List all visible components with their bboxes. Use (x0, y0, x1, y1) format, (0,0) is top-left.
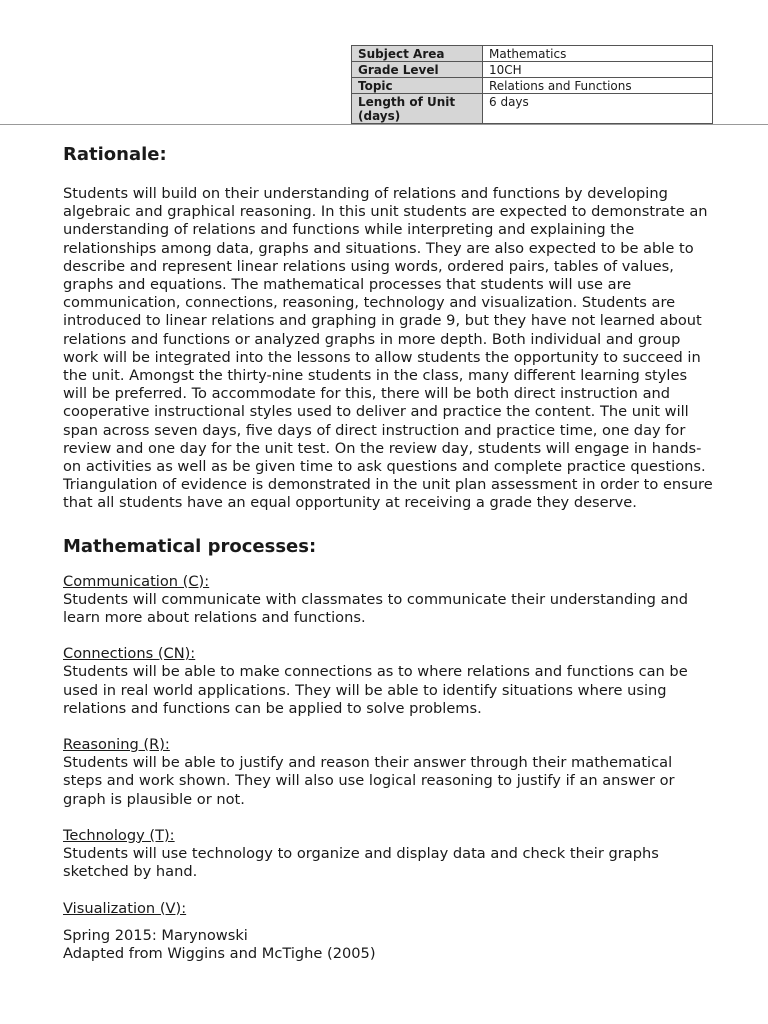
process-reasoning (63, 736, 713, 809)
process-technology (63, 827, 713, 882)
process-visualization (63, 900, 713, 918)
process-title: Reasoning (R): (63, 736, 170, 754)
footer-line-1: Spring 2015: Marynowski (63, 926, 248, 944)
table-row (352, 62, 713, 78)
document-body (63, 140, 713, 963)
footer-credits (63, 927, 713, 963)
unit-info-table (351, 45, 713, 124)
header-divider (0, 124, 768, 125)
subject-area-value: Mathematics (483, 46, 713, 62)
table-row (352, 78, 713, 94)
process-title: Connections (CN): (63, 645, 196, 663)
processes-heading: Mathematical processes: (63, 535, 317, 557)
table-row (352, 94, 713, 124)
process-connections (63, 645, 713, 718)
process-description: Students will use technology to organize and display data and check their graphs sketched by hand. (63, 845, 659, 881)
process-title: Visualization (V): (63, 899, 187, 917)
grade-level-value: 10CH (483, 62, 713, 78)
topic-label: Topic (352, 78, 483, 94)
process-description: Students will be able to make connections as to where relations and functions can be used in real world applications. They will be able to identify situations where using relations and functions can be applied to solve problems. (63, 663, 688, 717)
rationale-heading: Rationale: (63, 144, 167, 165)
grade-level-label: Grade Level (352, 62, 483, 78)
process-description: Students will be able to justify and reason their answer through their mathematical steps and work shown. They will also use logical reasoning to justify if an answer or graph is plausible or not. (63, 754, 675, 808)
process-description: Students will communicate with classmates to communicate their understanding and learn more about relations and functions. (63, 590, 688, 627)
length-of-unit-value: 6 days (483, 94, 713, 124)
process-communication (63, 573, 713, 628)
table-row (352, 46, 713, 62)
footer-line-2: Adapted from Wiggins and McTighe (2005) (63, 944, 376, 962)
rationale-paragraph: Students will build on their understanding of relations and functions by developing algebraic and graphical reasoning. In this unit students are expected to demonstrate an understanding of relations and functions while interpreting and explaining the relationships among data, graphs and situations. They are also expected to be able to describe and represent linear relations using words, ordered pairs, tables of values, graphs and equations. The mathematical processes that students will use are communication, connections, reasoning, technology and visualization. Students are introduced to linear relations and graphing in grade 9, but they have not learned about relations and functions or analyzed graphs in more depth. Both individual and group work will be integrated into the lessons to allow students the opportunity to succeed in the unit. Amongst the thirty-nine students in the class, many different learning styles will be preferred. To accommodate for this, there will be both direct instruction and cooperative instructional styles used to deliver and practice the content. The unit will span across seven days, five days of direct instruction and practice time, one day for review and one day for the unit test. On the review day, students will engage in hands-on activities as well as be given time to ask questions and complete practice questions. Triangulation of evidence is demonstrated in the unit plan assessment in order to ensure that all students have an equal opportunity at receiving a grade they deserve. (63, 185, 713, 512)
process-title: Communication (C): (63, 572, 210, 590)
subject-area-label: Subject Area (352, 46, 483, 62)
length-of-unit-label: Length of Unit (days) (352, 94, 483, 124)
topic-value: Relations and Functions (483, 78, 713, 94)
process-title: Technology (T): (63, 826, 175, 844)
